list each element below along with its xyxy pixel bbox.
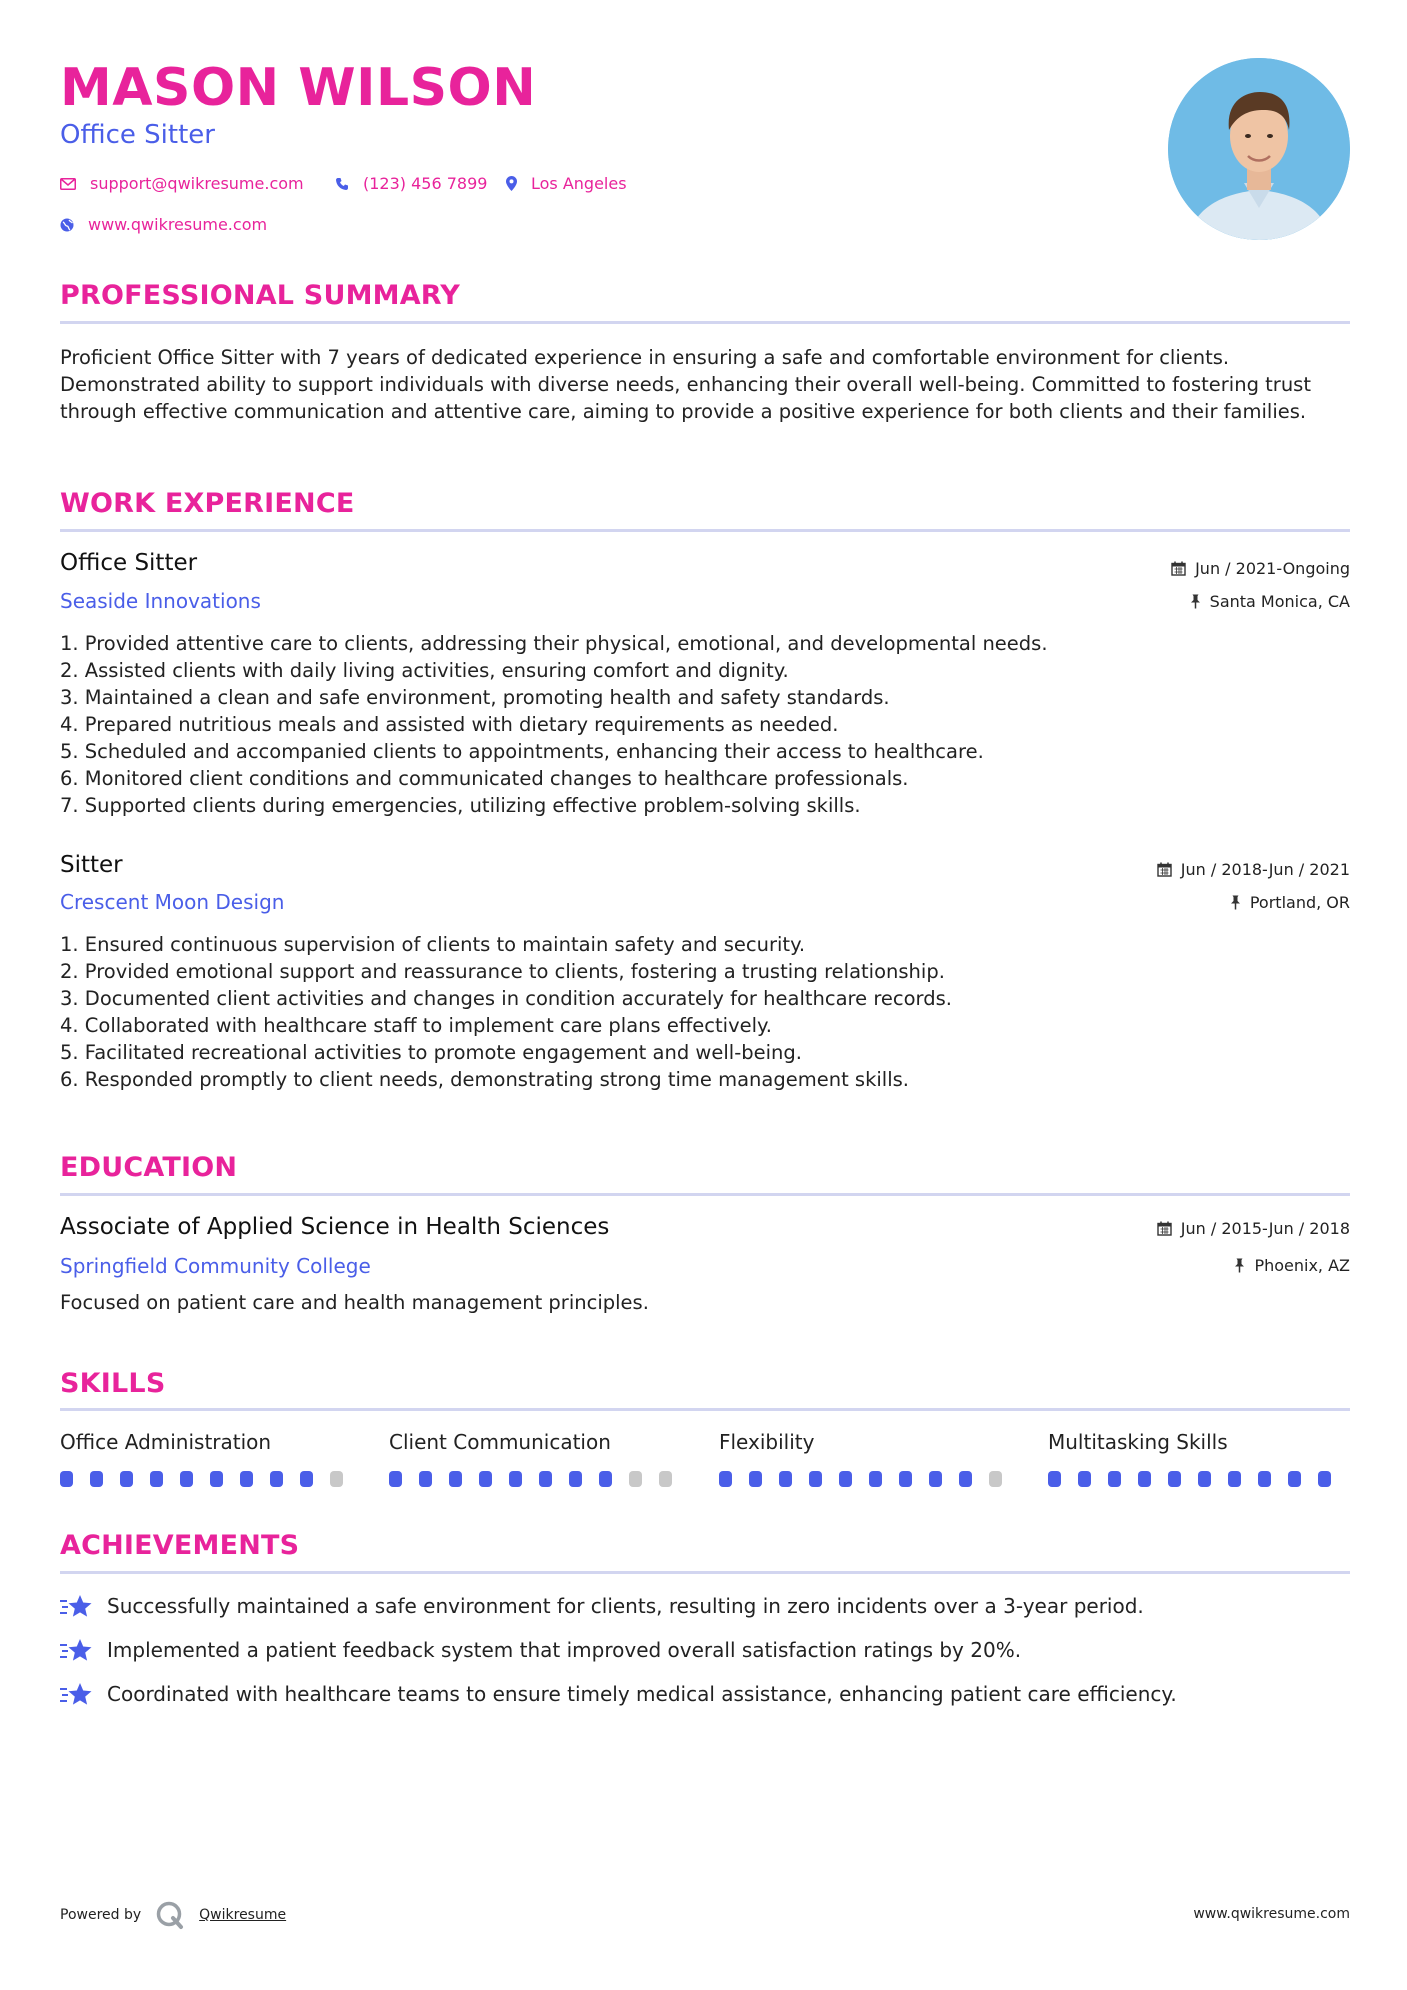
rating-dot-filled (1258, 1471, 1271, 1487)
rating-dot-filled (1048, 1471, 1061, 1487)
email-text: support@qwikresume.com (90, 174, 304, 193)
rating-dot-filled (389, 1471, 402, 1487)
skill-rating (719, 1471, 1019, 1487)
rating-dot-filled (240, 1471, 253, 1487)
achievements-divider (60, 1571, 1350, 1574)
achievement-item (60, 1681, 1177, 1707)
pushpin-icon (1234, 1258, 1245, 1273)
rating-dot-filled (120, 1471, 133, 1487)
rating-dot-filled (1108, 1471, 1121, 1487)
school-name: Springfield Community College (60, 1254, 371, 1278)
achievement-item (60, 1593, 1144, 1619)
envelope-icon (60, 178, 76, 190)
list-item: 3. Maintained a clean and safe environment, promoting health and safety standards. (60, 686, 890, 709)
contact-website[interactable] (60, 215, 267, 234)
rating-dot-filled (449, 1471, 462, 1487)
rating-dot-filled (300, 1471, 313, 1487)
rating-dot-filled (599, 1471, 612, 1487)
calendar-icon (1157, 862, 1172, 877)
rating-dot-filled (779, 1471, 792, 1487)
company-name: Crescent Moon Design (60, 890, 285, 914)
education-divider (60, 1193, 1350, 1196)
job-location (1190, 592, 1350, 611)
skill-name: Multitasking Skills (1048, 1430, 1228, 1454)
footer-branding (60, 1900, 286, 1930)
phone-text: (123) 456 7899 (363, 174, 488, 193)
rating-dot-filled (569, 1471, 582, 1487)
star-icon (60, 1637, 93, 1663)
list-item: 7. Supported clients during emergencies, utilizing effective problem-solving skills. (60, 794, 861, 817)
job-title: Office Sitter (60, 550, 198, 576)
list-item: 1. Provided attentive care to clients, addressing their physical, emotional, and developmental needs. (60, 632, 1048, 655)
achievement-text: Successfully maintained a safe environment for clients, resulting in zero incidents over a 3-year period. (107, 1594, 1144, 1618)
list-item: 4. Prepared nutritious meals and assisted with dietary requirements as needed. (60, 713, 839, 736)
skill-rating (60, 1471, 360, 1487)
rating-dot-empty (659, 1471, 672, 1487)
job-location-text: Portland, OR (1249, 893, 1350, 912)
education-location (1234, 1256, 1350, 1275)
rating-dot-filled (419, 1471, 432, 1487)
skill-name: Office Administration (60, 1430, 272, 1454)
job-title: Sitter (60, 852, 123, 878)
skill-rating (1048, 1471, 1348, 1487)
skill-name: Flexibility (719, 1430, 815, 1454)
degree-title: Associate of Applied Science in Health Sciences (60, 1214, 610, 1240)
calendar-icon (1157, 1221, 1172, 1236)
list-item: 2. Assisted clients with daily living activities, ensuring comfort and dignity. (60, 659, 789, 682)
candidate-name: MASON WILSON (60, 58, 537, 118)
website-text: www.qwikresume.com (88, 215, 268, 234)
rating-dot-filled (959, 1471, 972, 1487)
qwikresume-logo-icon (155, 1900, 185, 1930)
company-name: Seaside Innovations (60, 589, 261, 613)
footer-url[interactable]: www.qwikresume.com (1193, 1906, 1350, 1922)
list-item: 2. Provided emotional support and reassurance to clients, fostering a trusting relationship. (60, 960, 945, 983)
skill-item (719, 1430, 1019, 1487)
education-description: Focused on patient care and health management principles. (60, 1291, 649, 1314)
list-item: 6. Responded promptly to client needs, demonstrating strong time management skills. (60, 1068, 909, 1091)
rating-dot-filled (60, 1471, 73, 1487)
rating-dot-filled (839, 1471, 852, 1487)
rating-dot-filled (1288, 1471, 1301, 1487)
contact-phone[interactable] (335, 174, 487, 193)
rating-dot-empty (989, 1471, 1002, 1487)
job-dates-text: Jun / 2018-Jun / 2021 (1180, 860, 1350, 879)
job-dates-text: Jun / 2021-Ongoing (1195, 559, 1350, 578)
list-item: 5. Facilitated recreational activities to promote engagement and well-being. (60, 1041, 802, 1064)
pushpin-icon (1230, 895, 1241, 910)
star-icon (60, 1681, 93, 1707)
achievements-heading: ACHIEVEMENTS (60, 1530, 300, 1561)
rating-dot-filled (719, 1471, 732, 1487)
rating-dot-filled (1138, 1471, 1151, 1487)
rating-dot-filled (1318, 1471, 1331, 1487)
rating-dot-filled (1198, 1471, 1211, 1487)
skill-name: Client Communication (389, 1430, 611, 1454)
skill-item (389, 1430, 689, 1487)
rating-dot-filled (1078, 1471, 1091, 1487)
candidate-title: Office Sitter (60, 120, 215, 150)
skills-heading: SKILLS (60, 1368, 166, 1399)
rating-dot-filled (749, 1471, 762, 1487)
profile-photo (1168, 58, 1350, 240)
pushpin-icon (1190, 594, 1201, 609)
experience-divider (60, 529, 1350, 532)
rating-dot-filled (929, 1471, 942, 1487)
phone-icon (335, 177, 349, 191)
rating-dot-filled (90, 1471, 103, 1487)
rating-dot-filled (539, 1471, 552, 1487)
list-item: 4. Collaborated with healthcare staff to implement care plans effectively. (60, 1014, 772, 1037)
job-location (1230, 893, 1350, 912)
job-responsibilities (60, 630, 1350, 819)
rating-dot-filled (509, 1471, 522, 1487)
summary-heading: PROFESSIONAL SUMMARY (60, 280, 461, 311)
brand-link[interactable]: Qwikresume (199, 1907, 287, 1923)
contact-email[interactable] (60, 174, 304, 193)
education-dates-text: Jun / 2015-Jun / 2018 (1180, 1219, 1350, 1238)
list-item: 6. Monitored client conditions and communicated changes to healthcare professionals. (60, 767, 909, 790)
skill-rating (389, 1471, 689, 1487)
education-dates (1157, 1219, 1350, 1238)
rating-dot-filled (210, 1471, 223, 1487)
rating-dot-filled (150, 1471, 163, 1487)
achievement-item (60, 1637, 1021, 1663)
job-responsibilities (60, 931, 1350, 1093)
rating-dot-filled (1228, 1471, 1241, 1487)
powered-by-label: Powered by (60, 1907, 142, 1923)
list-item: 1. Ensured continuous supervision of clients to maintain safety and security. (60, 933, 806, 956)
rating-dot-filled (809, 1471, 822, 1487)
list-item: 5. Scheduled and accompanied clients to appointments, enhancing their access to healthcare. (60, 740, 984, 763)
rating-dot-filled (180, 1471, 193, 1487)
summary-text: Proficient Office Sitter with 7 years of dedicated experience in ensuring a safe and comfortable environment for clients. Demonstrated ability to support individuals with diverse needs, enhancing their overall well-being. Committed to fostering trust through effective communication and attentive care, aiming to provide a positive experience for both clients and their families. (60, 346, 1311, 423)
job-dates (1171, 559, 1350, 578)
map-marker-icon (506, 176, 517, 191)
list-item: 3. Documented client activities and changes in condition accurately for healthcare records. (60, 987, 952, 1010)
achievement-text: Implemented a patient feedback system that improved overall satisfaction ratings by 20%. (107, 1638, 1022, 1662)
job-dates (1157, 860, 1350, 879)
rating-dot-filled (899, 1471, 912, 1487)
rating-dot-empty (330, 1471, 343, 1487)
rating-dot-filled (1168, 1471, 1181, 1487)
rating-dot-filled (270, 1471, 283, 1487)
education-location-text: Phoenix, AZ (1254, 1256, 1350, 1275)
rating-dot-filled (479, 1471, 492, 1487)
achievement-text: Coordinated with healthcare teams to ensure timely medical assistance, enhancing patient care efficiency. (107, 1682, 1177, 1706)
rating-dot-empty (629, 1471, 642, 1487)
job-location-text: Santa Monica, CA (1209, 592, 1350, 611)
summary-divider (60, 321, 1350, 324)
education-heading: EDUCATION (60, 1152, 238, 1183)
calendar-icon (1171, 561, 1186, 576)
skill-item (1048, 1430, 1348, 1487)
globe-icon (60, 218, 74, 232)
experience-heading: WORK EXPERIENCE (60, 488, 355, 519)
skill-item (60, 1430, 360, 1487)
skills-divider (60, 1408, 1350, 1411)
star-icon (60, 1593, 93, 1619)
rating-dot-filled (869, 1471, 882, 1487)
location-text: Los Angeles (531, 174, 627, 193)
contact-location (506, 174, 627, 193)
